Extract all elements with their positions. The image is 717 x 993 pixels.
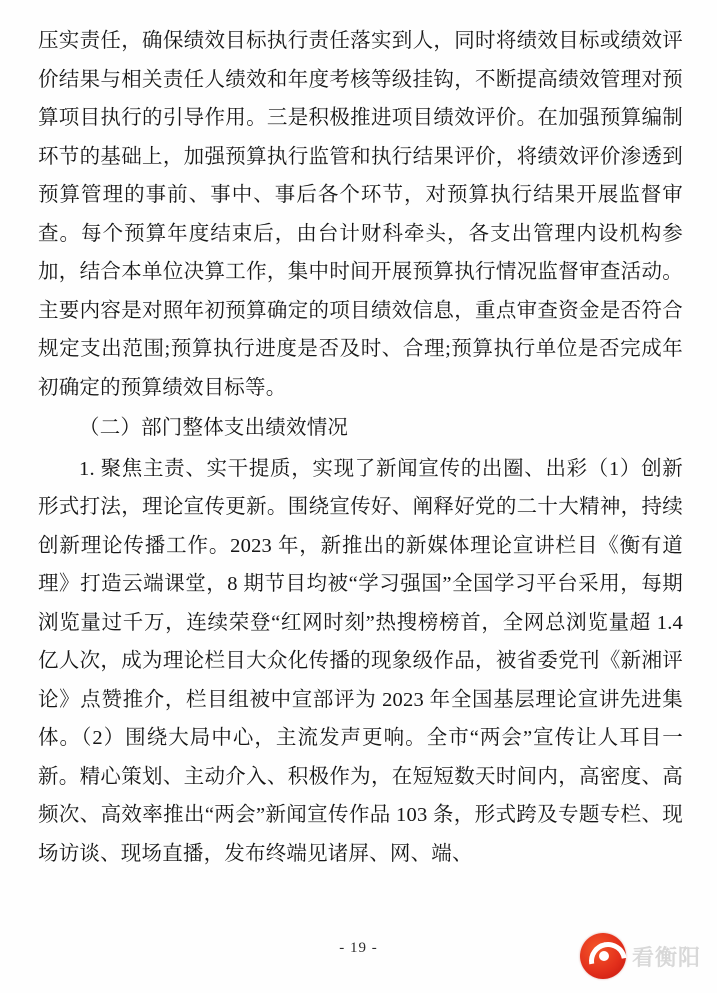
paragraph-1: 压实责任，确保绩效目标执行责任落实到人，同时将绩效目标或绩效评价结果与相关责任人绩效和年度考核等级挂钩，不断提高绩效管理对预算项目执行的引导作用。三是积极推进项目绩效评价。在加强预算编制环节的基础上，加强预算执行监管和执行结果评价，将绩效评价渗透到预算管理的事前、事中、事后各个环节，对预算执行结果开展监督审查。每个预算年度结束后，由台计财科牵头，各支出管理内设机构参加，结合本单位决算工作，集中时间开展预算执行情况监督审查活动。主要内容是对照年初预算确定的项目绩效信息，重点审查资金是否符合规定支出范围;预算执行进度是否及时、合理;预算执行单位是否完成年初确定的预算绩效目标等。 [38, 30, 683, 399]
watermark-label: 看衡阳 [631, 944, 701, 970]
document-body [38, 22, 683, 873]
flame-logo-icon [580, 933, 626, 979]
watermark [580, 933, 701, 979]
page-number: - 19 - [339, 940, 378, 956]
section-heading-overall-expenditure-performance: （二）部门整体支出绩效情况 [79, 417, 349, 439]
paragraph-3: 1. 聚焦主责、实干提质，实现了新闻宣传的出圈、出彩（1）创新形式打法，理论宣传更新。围绕宣传好、阐释好党的二十大精神，持续创新理论传播工作。2023 年，新推出的新媒体理论宣讲栏目《衡有道理》打造云端课堂，8 期节目均被“学习强国”全国学习平台采用，每期浏览量过千万，连续荣登“红网时刻”热搜榜榜首，全网总浏览量超 1.4 亿人次，成为理论栏目大众化传播的现象级作品，被省委党刊《新湘评论》点赞推介，栏目组被中宣部评为 2023 年全国基层理论宣讲先进集体。（2）围绕大局中心，主流发声更响。全市“两会”宣传让人耳目一新。精心策划、主动介入、积极作为，在短短数天时间内，高密度、高频次、高效率推出“两会”新闻宣传作品 103 条，形式跨及专题专栏、现场访谈、现场直播，发布终端见诸屏、网、端、 [38, 457, 683, 865]
